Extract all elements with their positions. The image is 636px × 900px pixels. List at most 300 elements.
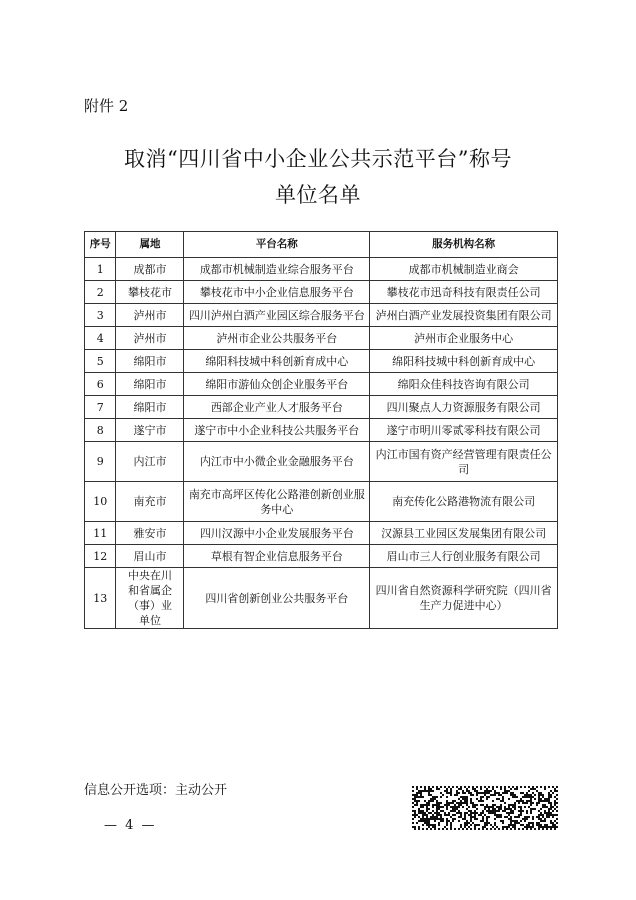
barcode-module [486, 824, 488, 826]
barcode-module [556, 826, 558, 828]
barcode-module [474, 816, 476, 818]
barcode-module [526, 818, 528, 820]
barcode-module [542, 820, 544, 822]
barcode-module [482, 816, 484, 818]
barcode-module [540, 812, 542, 814]
barcode-module [522, 792, 524, 794]
barcode-module [534, 798, 536, 800]
barcode-module [520, 824, 522, 826]
barcode-module [482, 792, 484, 794]
barcode-module [512, 812, 514, 814]
barcode-module [436, 808, 438, 810]
barcode-module [526, 812, 528, 814]
barcode-module [518, 814, 520, 816]
barcode-module [532, 818, 534, 820]
barcode-module [412, 814, 414, 816]
barcode-module [508, 790, 510, 792]
barcode-module [414, 810, 416, 812]
barcode-module [554, 790, 556, 792]
barcode-module [542, 794, 544, 796]
barcode-module [536, 822, 538, 824]
barcode-module [458, 828, 460, 830]
cell-region: 绵阳市 [116, 373, 184, 396]
cell-organization: 攀枝花市迅奇科技有限责任公司 [370, 281, 558, 304]
barcode-module [450, 828, 452, 830]
barcode-module [422, 814, 424, 816]
barcode-module [436, 816, 438, 818]
barcode-module [488, 796, 490, 798]
barcode-module [554, 796, 556, 798]
barcode-module [490, 828, 492, 830]
barcode-module [502, 800, 504, 802]
barcode-module [474, 810, 476, 812]
barcode-module [532, 826, 534, 828]
barcode-module [538, 792, 540, 794]
barcode-module [460, 812, 462, 814]
barcode-module [454, 810, 456, 812]
cell-index: 12 [85, 545, 116, 568]
page-number: — 4 — [104, 818, 157, 833]
barcode-module [544, 810, 546, 812]
barcode-module [534, 808, 536, 810]
barcode-module [446, 800, 448, 802]
barcode-module [434, 812, 436, 814]
attachment-label: 附件 2 [84, 97, 129, 115]
barcode-module [426, 822, 428, 824]
barcode-module [492, 786, 494, 788]
barcode-module [412, 818, 414, 820]
barcode-module [486, 790, 488, 792]
barcode-module [506, 808, 508, 810]
barcode-module [472, 804, 474, 806]
barcode-module [432, 814, 434, 816]
barcode-module [470, 818, 472, 820]
barcode-module [462, 806, 464, 808]
barcode-module [484, 826, 486, 828]
barcode-module [504, 802, 506, 804]
barcode-module [488, 808, 490, 810]
barcode-module [414, 814, 416, 816]
barcode-module [500, 788, 502, 790]
barcode-module [426, 824, 428, 826]
barcode-module [442, 806, 444, 808]
barcode-module [502, 828, 504, 830]
barcode-module [494, 790, 496, 792]
barcode-module [460, 788, 462, 790]
barcode-module [540, 792, 542, 794]
barcode-module [540, 798, 542, 800]
barcode-module [500, 794, 502, 796]
barcode-module [506, 792, 508, 794]
barcode-module [418, 790, 420, 792]
barcode-module [516, 800, 518, 802]
barcode-module [420, 786, 422, 788]
barcode-module [494, 814, 496, 816]
barcode-module [512, 820, 514, 822]
barcode-module [452, 800, 454, 802]
barcode-module [502, 798, 504, 800]
barcode-module [512, 794, 514, 796]
barcode-module [468, 814, 470, 816]
barcode-module [526, 800, 528, 802]
barcode-module [450, 792, 452, 794]
barcode-module [552, 824, 554, 826]
barcode-module [414, 804, 416, 806]
barcode-module [452, 810, 454, 812]
barcode-module [450, 806, 452, 808]
barcode-module [450, 788, 452, 790]
barcode-module [448, 820, 450, 822]
barcode-module [418, 792, 420, 794]
barcode-module [494, 804, 496, 806]
cell-platform: 南充市高坪区传化公路港创新创业服务中心 [184, 482, 370, 522]
barcode-module [436, 786, 438, 788]
barcode-module [536, 786, 538, 788]
barcode-module [464, 792, 466, 794]
barcode-module [458, 788, 460, 790]
barcode-module [470, 812, 472, 814]
barcode-module [464, 796, 466, 798]
barcode-module [436, 806, 438, 808]
barcode-module [448, 804, 450, 806]
barcode-module [520, 792, 522, 794]
barcode-module [470, 816, 472, 818]
barcode-module [538, 796, 540, 798]
barcode-module [498, 792, 500, 794]
barcode-module [492, 826, 494, 828]
barcode-module [522, 818, 524, 820]
barcode-module [480, 788, 482, 790]
barcode-module [430, 828, 432, 830]
barcode-module [518, 822, 520, 824]
barcode-module [468, 826, 470, 828]
barcode-module [438, 814, 440, 816]
barcode-module [528, 824, 530, 826]
barcode-module [500, 820, 502, 822]
barcode-module [550, 794, 552, 796]
barcode-module [490, 794, 492, 796]
barcode-module [530, 794, 532, 796]
barcode-module [516, 796, 518, 798]
barcode-module [464, 826, 466, 828]
barcode-module [428, 804, 430, 806]
barcode-module [488, 816, 490, 818]
barcode-module [446, 818, 448, 820]
barcode-module [548, 794, 550, 796]
barcode-module [540, 800, 542, 802]
barcode-module [520, 812, 522, 814]
cell-organization: 四川省自然资源科学研究院（四川省生产力促进中心） [370, 568, 558, 629]
barcode-module [528, 826, 530, 828]
barcode-module [468, 792, 470, 794]
barcode-module [418, 828, 420, 830]
cell-region: 中央在川和省属企（事）业单位 [116, 568, 184, 629]
barcode-module [540, 818, 542, 820]
barcode-module [544, 824, 546, 826]
barcode-module [464, 802, 466, 804]
barcode-module [414, 816, 416, 818]
barcode-module [544, 812, 546, 814]
barcode-module [482, 812, 484, 814]
barcode-module [548, 792, 550, 794]
barcode-module [452, 786, 454, 788]
barcode-module [532, 796, 534, 798]
barcode-module [518, 800, 520, 802]
barcode-module [452, 802, 454, 804]
barcode-module [412, 798, 414, 800]
barcode-module [436, 818, 438, 820]
table-row [85, 568, 558, 629]
barcode-module [504, 826, 506, 828]
barcode-module [520, 814, 522, 816]
cell-organization: 成都市机械制造业商会 [370, 258, 558, 281]
barcode-module [484, 792, 486, 794]
barcode-module [424, 814, 426, 816]
barcode-module [548, 800, 550, 802]
barcode-module [554, 800, 556, 802]
barcode-module [436, 812, 438, 814]
barcode-module [542, 816, 544, 818]
barcode-module [504, 816, 506, 818]
table-row [85, 281, 558, 304]
barcode-module [500, 786, 502, 788]
barcode-module [506, 790, 508, 792]
table-row [85, 442, 558, 482]
barcode-module [424, 800, 426, 802]
barcode-module [530, 804, 532, 806]
barcode-module [424, 788, 426, 790]
barcode-module [434, 816, 436, 818]
barcode-module [492, 794, 494, 796]
barcode-module [484, 814, 486, 816]
barcode-module [482, 810, 484, 812]
barcode-module [524, 806, 526, 808]
barcode-module [482, 796, 484, 798]
barcode-module [516, 788, 518, 790]
barcode-module [426, 804, 428, 806]
cell-region: 内江市 [116, 442, 184, 482]
barcode-module [486, 792, 488, 794]
barcode-module [444, 814, 446, 816]
barcode-module [480, 796, 482, 798]
barcode-module [472, 794, 474, 796]
barcode-module [458, 802, 460, 804]
barcode-module [412, 802, 414, 804]
barcode-module [550, 790, 552, 792]
barcode-module [514, 796, 516, 798]
barcode-module [518, 828, 520, 830]
barcode-module [556, 794, 558, 796]
barcode-module [540, 786, 542, 788]
barcode-module [544, 786, 546, 788]
barcode-module [434, 828, 436, 830]
barcode-module [474, 824, 476, 826]
barcode-module [478, 828, 480, 830]
cell-region: 绵阳市 [116, 396, 184, 419]
barcode-module [528, 794, 530, 796]
barcode-module [526, 826, 528, 828]
cell-index: 9 [85, 442, 116, 482]
barcode-module [470, 814, 472, 816]
barcode-module [510, 794, 512, 796]
barcode-module [542, 800, 544, 802]
cell-platform: 草根有智企业信息服务平台 [184, 545, 370, 568]
barcode-module [426, 808, 428, 810]
barcode-module [514, 804, 516, 806]
barcode-module [524, 796, 526, 798]
barcode-module [476, 818, 478, 820]
barcode-module [440, 810, 442, 812]
barcode-module [548, 786, 550, 788]
barcode-module [506, 826, 508, 828]
barcode-module [462, 818, 464, 820]
barcode-module [434, 824, 436, 826]
header-organization: 服务机构名称 [370, 232, 558, 258]
barcode-module [552, 792, 554, 794]
barcode-module [538, 802, 540, 804]
barcode-module [416, 804, 418, 806]
barcode-module [532, 822, 534, 824]
cell-region: 攀枝花市 [116, 281, 184, 304]
barcode-module [454, 804, 456, 806]
barcode-module [480, 814, 482, 816]
barcode-module [510, 788, 512, 790]
barcode-module [486, 806, 488, 808]
barcode-module [462, 828, 464, 830]
barcode-module [522, 802, 524, 804]
barcode-module [470, 798, 472, 800]
barcode-module [554, 804, 556, 806]
barcode-module [518, 802, 520, 804]
barcode-module [544, 826, 546, 828]
barcode-module [458, 820, 460, 822]
barcode-module [432, 826, 434, 828]
barcode-module [476, 804, 478, 806]
barcode-module [432, 798, 434, 800]
barcode-module [460, 824, 462, 826]
barcode-module [432, 816, 434, 818]
barcode-module [502, 792, 504, 794]
barcode-module [530, 812, 532, 814]
cell-platform: 攀枝花市中小企业信息服务平台 [184, 281, 370, 304]
table-row [85, 373, 558, 396]
barcode-module [414, 794, 416, 796]
barcode-module [470, 792, 472, 794]
barcode-module [540, 814, 542, 816]
barcode-module [552, 826, 554, 828]
barcode-module [416, 786, 418, 788]
barcode-module [480, 804, 482, 806]
barcode-module [514, 820, 516, 822]
cell-region: 雅安市 [116, 522, 184, 545]
barcode-module [494, 828, 496, 830]
barcode-module [450, 816, 452, 818]
barcode-module [414, 796, 416, 798]
barcode-module [546, 806, 548, 808]
barcode-module [492, 788, 494, 790]
barcode-module [494, 810, 496, 812]
barcode-module [522, 800, 524, 802]
barcode-module [474, 818, 476, 820]
barcode-module [476, 794, 478, 796]
barcode-module [458, 804, 460, 806]
barcode-module [466, 800, 468, 802]
barcode-module [474, 814, 476, 816]
cell-organization: 眉山市三人行创业服务有限公司 [370, 545, 558, 568]
barcode-module [484, 794, 486, 796]
barcode-module [540, 824, 542, 826]
barcode-module [450, 826, 452, 828]
barcode-module [418, 812, 420, 814]
cell-organization: 泸州白酒产业发展投资集团有限公司 [370, 304, 558, 327]
barcode-module [538, 810, 540, 812]
barcode-module [464, 786, 466, 788]
barcode-module [510, 810, 512, 812]
barcode-module [428, 822, 430, 824]
barcode-module [504, 808, 506, 810]
barcode-module [444, 804, 446, 806]
table-header-row [85, 232, 558, 258]
barcode-module [494, 812, 496, 814]
barcode-module [430, 812, 432, 814]
barcode-module [456, 802, 458, 804]
barcode-module [540, 808, 542, 810]
barcode-module [422, 820, 424, 822]
barcode-module [518, 810, 520, 812]
cell-organization: 绵阳科技城中科创新育成中心 [370, 350, 558, 373]
barcode-module [556, 798, 558, 800]
barcode-module [538, 828, 540, 830]
cell-organization: 绵阳众佳科技咨询有限公司 [370, 373, 558, 396]
barcode-module [550, 828, 552, 830]
barcode-module [480, 786, 482, 788]
barcode-module [554, 814, 556, 816]
barcode-module [480, 812, 482, 814]
barcode-module [426, 806, 428, 808]
barcode-module [492, 806, 494, 808]
barcode-module [556, 790, 558, 792]
document-title-line2: 单位名单 [275, 183, 361, 207]
barcode-module [426, 818, 428, 820]
barcode-module [528, 790, 530, 792]
barcode-module [550, 802, 552, 804]
table-row [85, 350, 558, 373]
barcode-module [430, 788, 432, 790]
barcode-module [508, 804, 510, 806]
barcode-module [414, 798, 416, 800]
barcode-module [462, 802, 464, 804]
barcode-module [438, 806, 440, 808]
barcode-module [470, 802, 472, 804]
barcode-module [548, 812, 550, 814]
barcode-module [500, 816, 502, 818]
cell-index: 4 [85, 327, 116, 350]
table-row [85, 545, 558, 568]
barcode-module [456, 786, 458, 788]
barcode-module [470, 820, 472, 822]
barcode-module [502, 796, 504, 798]
barcode-module [538, 822, 540, 824]
barcode-module [460, 826, 462, 828]
barcode-module [484, 808, 486, 810]
barcode-module [548, 802, 550, 804]
disclosure-option: 信息公开选项：主动公开 [84, 783, 228, 798]
barcode-module [428, 788, 430, 790]
barcode-module [538, 798, 540, 800]
barcode-module [550, 814, 552, 816]
barcode-module [536, 802, 538, 804]
barcode-module [426, 820, 428, 822]
